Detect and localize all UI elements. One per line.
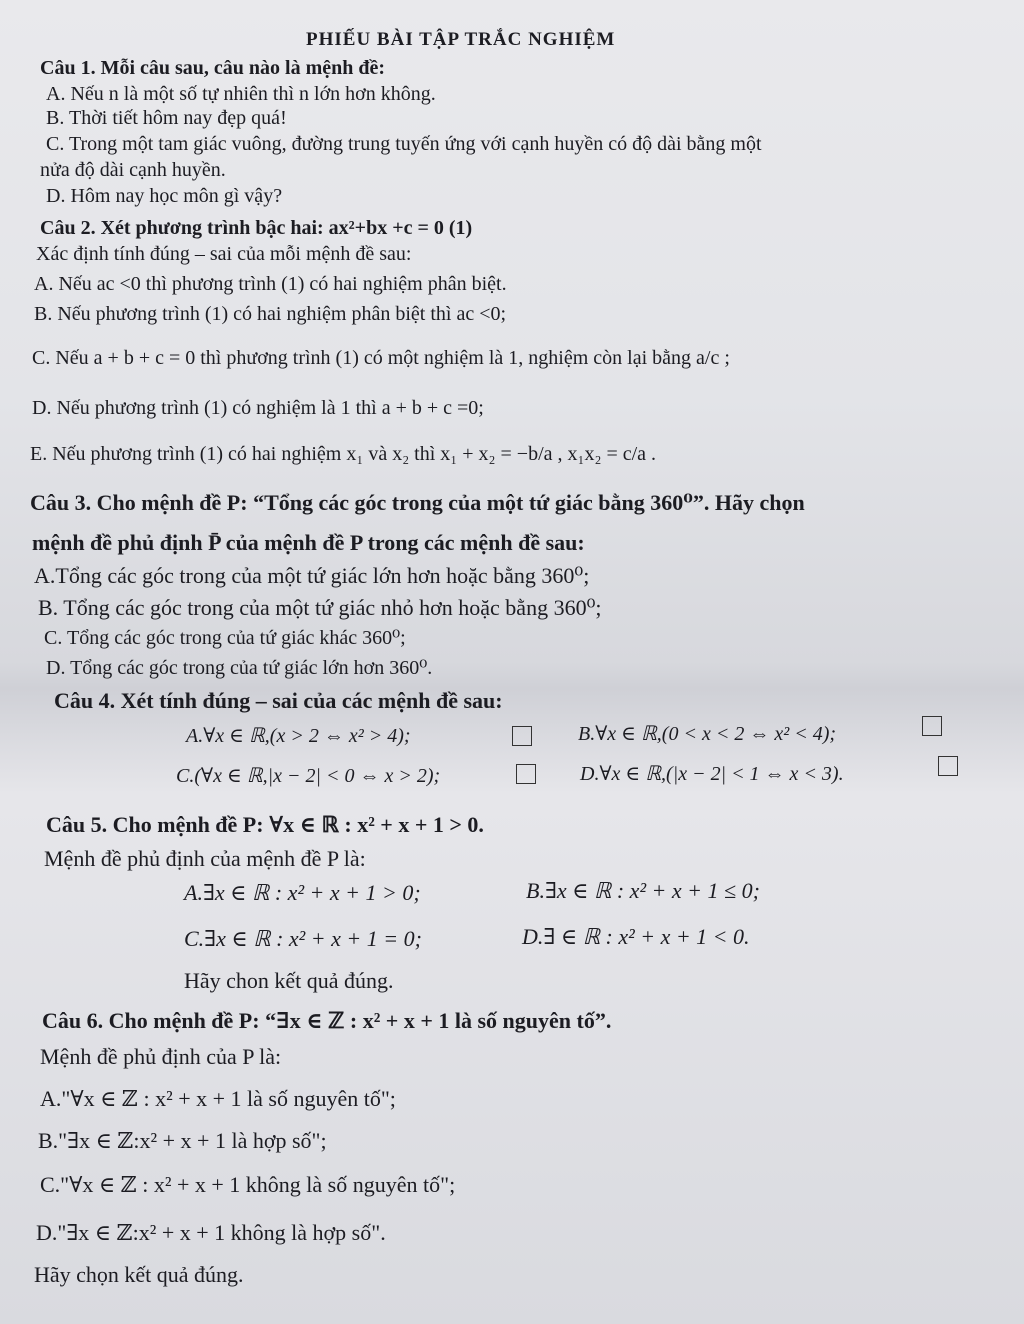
q3-heading-line2: mệnh đề phủ định P̄ của mệnh đề P trong các mệnh đề sau: bbox=[32, 530, 585, 555]
q4-option-c: C.(∀x ∈ ℝ,|x − 2| < 0 ⇔ x > 2); bbox=[176, 765, 441, 787]
q4-option-a: A.∀x ∈ ℝ,(x > 2 ⇔ x² > 4); bbox=[186, 725, 411, 747]
q3-option-b: B. Tổng các góc trong của một tứ giác nhỏ hơn hoặc bằng 360⁰; bbox=[38, 595, 602, 620]
q6-intro: Mệnh đề phủ định của P là: bbox=[40, 1044, 282, 1069]
q2-intro: Xác định tính đúng – sai của mỗi mệnh đề sau: bbox=[36, 243, 412, 265]
q6-choose-instruction: Hãy chọn kết quả đúng. bbox=[34, 1262, 244, 1287]
q2-heading: Câu 2. Xét phương trình bậc hai: ax²+bx +c = 0 (1) bbox=[40, 217, 473, 239]
q2-option-e: E. Nếu phương trình (1) có hai nghiệm x₁ và x₂ thì x₁ + x₂ = −b/a , x₁x₂ = c/a . bbox=[30, 443, 657, 465]
q5-option-c: C.∃x ∈ ℝ : x² + x + 1 = 0; bbox=[184, 926, 422, 951]
q6-option-d: D."∃x ∈ ℤ:x² + x + 1 không là hợp số". bbox=[36, 1220, 386, 1245]
q5-intro: Mệnh đề phủ định của mệnh đề P là: bbox=[44, 846, 366, 871]
q3-option-c: C. Tổng các góc trong của tứ giác khác 360⁰; bbox=[44, 627, 406, 649]
q1-option-d: D. Hôm nay học môn gì vậy? bbox=[46, 185, 283, 207]
q4-b-checkbox[interactable] bbox=[922, 716, 942, 736]
q1-option-b: B. Thời tiết hôm nay đẹp quá! bbox=[46, 107, 287, 129]
q3-option-d: D. Tổng các góc trong của tứ giác lớn hơn 360⁰. bbox=[46, 657, 433, 679]
q6-option-c: C."∀x ∈ ℤ : x² + x + 1 không là số nguyên tố"; bbox=[40, 1172, 456, 1197]
q2-option-d: D. Nếu phương trình (1) có nghiệm là 1 thì a + b + c =0; bbox=[32, 397, 484, 419]
q4-a-checkbox[interactable] bbox=[512, 726, 532, 746]
q6-option-a: A."∀x ∈ ℤ : x² + x + 1 là số nguyên tố"; bbox=[40, 1086, 396, 1111]
q4-option-d: D.∀x ∈ ℝ,(|x − 2| < 1 ⇔ x < 3). bbox=[580, 763, 844, 785]
page-title: PHIẾU BÀI TẬP TRẮC NGHIỆM bbox=[306, 29, 616, 50]
q2-option-c: C. Nếu a + b + c = 0 thì phương trình (1) có một nghiệm là 1, nghiệm còn lại bằng a/c ; bbox=[32, 347, 730, 369]
q4-heading: Câu 4. Xét tính đúng – sai của các mệnh đề sau: bbox=[54, 688, 503, 713]
q5-choose-instruction: Hãy chon kết quả đúng. bbox=[184, 968, 394, 993]
q4-d-checkbox[interactable] bbox=[938, 756, 958, 776]
q5-option-b: B.∃x ∈ ℝ : x² + x + 1 ≤ 0; bbox=[526, 878, 760, 903]
q3-option-a: A.Tổng các góc trong của một tứ giác lớn hơn hoặc bằng 360⁰; bbox=[34, 563, 590, 588]
q6-heading: Câu 6. Cho mệnh đề P: “∃x ∈ ℤ : x² + x + 1 là số nguyên tố”. bbox=[42, 1008, 612, 1033]
q1-option-c-line2: nửa độ dài cạnh huyền. bbox=[40, 159, 226, 181]
q5-option-d: D.∃ ∈ ℝ : x² + x + 1 < 0. bbox=[522, 924, 750, 949]
q1-heading: Câu 1. Mỗi câu sau, câu nào là mệnh đề: bbox=[40, 57, 386, 79]
q4-option-b: B.∀x ∈ ℝ,(0 < x < 2 ⇔ x² < 4); bbox=[578, 723, 837, 745]
q1-option-a: A. Nếu n là một số tự nhiên thì n lớn hơn không. bbox=[46, 83, 436, 105]
q2-option-a: A. Nếu ac <0 thì phương trình (1) có hai nghiệm phân biệt. bbox=[34, 273, 507, 295]
q2-option-b: B. Nếu phương trình (1) có hai nghiệm phân biệt thì ac <0; bbox=[34, 303, 507, 325]
q4-c-checkbox[interactable] bbox=[516, 764, 536, 784]
q6-option-b: B."∃x ∈ ℤ:x² + x + 1 là hợp số"; bbox=[38, 1128, 327, 1153]
q5-heading: Câu 5. Cho mệnh đề P: ∀x ∈ ℝ : x² + x + 1 > 0. bbox=[46, 812, 484, 837]
q1-option-c-line1: C. Trong một tam giác vuông, đường trung tuyến ứng với cạnh huyền có độ dài bằng một bbox=[46, 133, 762, 155]
q3-heading-line1: Câu 3. Cho mệnh đề P: “Tổng các góc trong của một tứ giác bằng 360⁰”. Hãy chọn bbox=[30, 490, 805, 515]
q5-option-a: A.∃x ∈ ℝ : x² + x + 1 > 0; bbox=[184, 880, 421, 905]
